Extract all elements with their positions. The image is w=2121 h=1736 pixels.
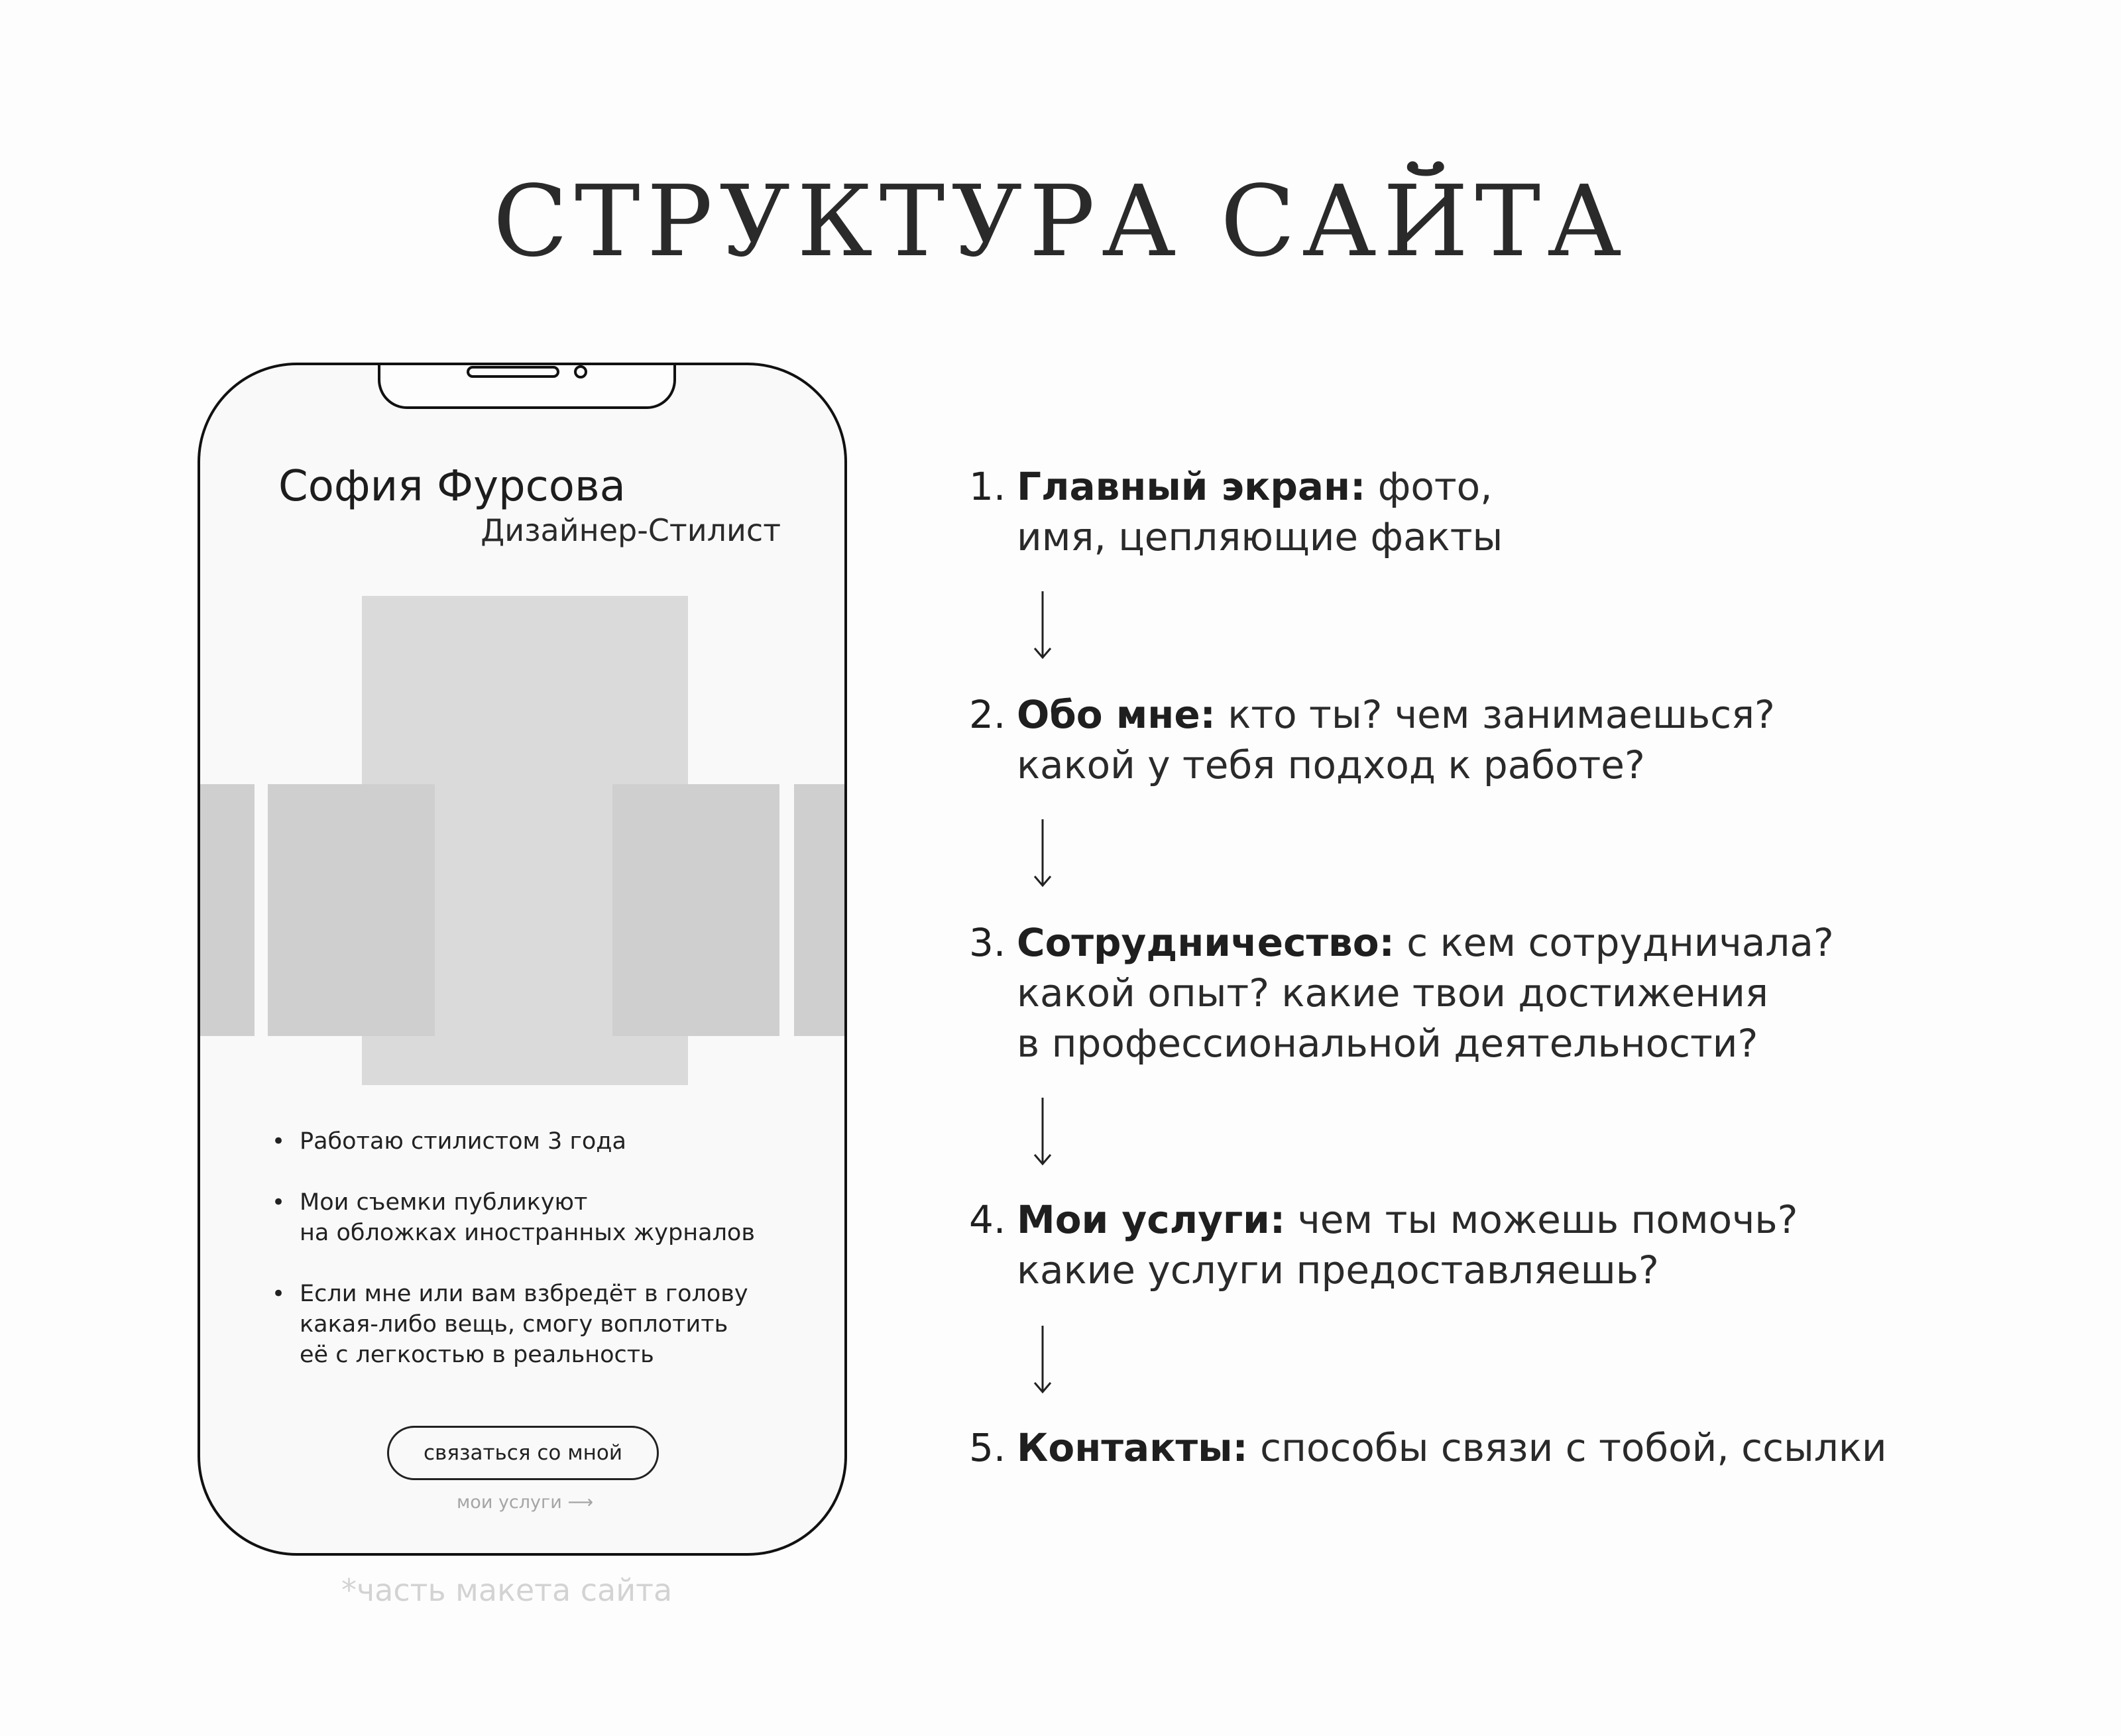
services-link-label: мои услуги bbox=[456, 1492, 562, 1513]
gallery-photo-placeholder bbox=[268, 784, 435, 1036]
phone-mockup bbox=[198, 363, 847, 1556]
step-label: Обо мне: bbox=[1017, 692, 1216, 737]
fact-line: какая-либо вещь, смогу воплотить bbox=[300, 1311, 728, 1338]
arrow-right-icon: ⟶ bbox=[567, 1492, 594, 1513]
arrow-down-icon bbox=[1031, 1098, 1054, 1167]
step-text-line: какой опыт? какие твои достижения bbox=[1017, 970, 1768, 1015]
arrow-down-icon bbox=[1031, 819, 1054, 888]
step-number: 2. bbox=[969, 692, 1006, 737]
arrow-down-icon bbox=[1031, 591, 1054, 660]
fact-item bbox=[272, 1126, 829, 1157]
phone-notch bbox=[378, 363, 676, 409]
step-label: Мои услуги: bbox=[1017, 1197, 1286, 1242]
fact-item bbox=[272, 1279, 829, 1370]
step-collaboration bbox=[969, 917, 1834, 1069]
step-text: кто ты? чем занимаешься? bbox=[1215, 692, 1775, 737]
fact-line: • Работаю стилистом 3 года bbox=[300, 1128, 626, 1155]
gallery-photo-placeholder bbox=[198, 784, 255, 1036]
step-contacts bbox=[969, 1422, 1887, 1473]
step-number: 4. bbox=[969, 1197, 1006, 1242]
step-text-line: какой у тебя подход к работе? bbox=[1017, 742, 1645, 787]
step-number: 3. bbox=[969, 920, 1006, 965]
step-text-line: имя, цепляющие факты bbox=[1017, 514, 1503, 559]
step-main-screen bbox=[969, 461, 1503, 562]
step-text: способы связи с тобой, ссылки bbox=[1247, 1425, 1887, 1470]
step-text: фото, bbox=[1365, 464, 1493, 509]
step-text-line: какие услуги предоставляешь? bbox=[1017, 1247, 1659, 1293]
step-text: чем ты можешь помочь? bbox=[1285, 1197, 1798, 1242]
services-link[interactable] bbox=[200, 1492, 847, 1513]
page-title: СТРУКТУРА САЙТА bbox=[492, 164, 1629, 278]
contact-me-button[interactable]: связаться со мной bbox=[387, 1426, 659, 1480]
step-text: с кем сотрудничала? bbox=[1394, 920, 1834, 965]
fact-line: • Мои съемки публикуют bbox=[300, 1189, 588, 1216]
step-services bbox=[969, 1194, 1798, 1295]
fact-item bbox=[272, 1187, 829, 1248]
fact-line: • Если мне или вам взбредёт в голову bbox=[300, 1281, 748, 1307]
speaker-icon bbox=[467, 366, 559, 378]
gallery-photo-placeholder bbox=[794, 784, 847, 1036]
footnote: *часть макета сайта bbox=[341, 1572, 673, 1608]
step-label: Главный экран: bbox=[1017, 464, 1366, 509]
fact-line: её с легкостью в реальность bbox=[300, 1342, 654, 1368]
camera-icon bbox=[574, 365, 587, 378]
profile-name: София Фурсова bbox=[278, 462, 626, 511]
arrow-down-icon bbox=[1031, 1326, 1054, 1395]
step-text-line: в профессиональной деятельности? bbox=[1017, 1021, 1758, 1066]
step-about bbox=[969, 689, 1775, 790]
gallery-photo-placeholder bbox=[612, 784, 779, 1036]
profile-role: Дизайнер-Стилист bbox=[481, 512, 781, 548]
step-label: Контакты: bbox=[1017, 1425, 1248, 1470]
step-label: Сотрудничество: bbox=[1017, 920, 1395, 965]
step-number: 5. bbox=[969, 1425, 1006, 1470]
fact-line: на обложках иностранных журналов bbox=[300, 1220, 755, 1246]
facts-list bbox=[272, 1126, 829, 1401]
step-number: 1. bbox=[969, 464, 1006, 509]
